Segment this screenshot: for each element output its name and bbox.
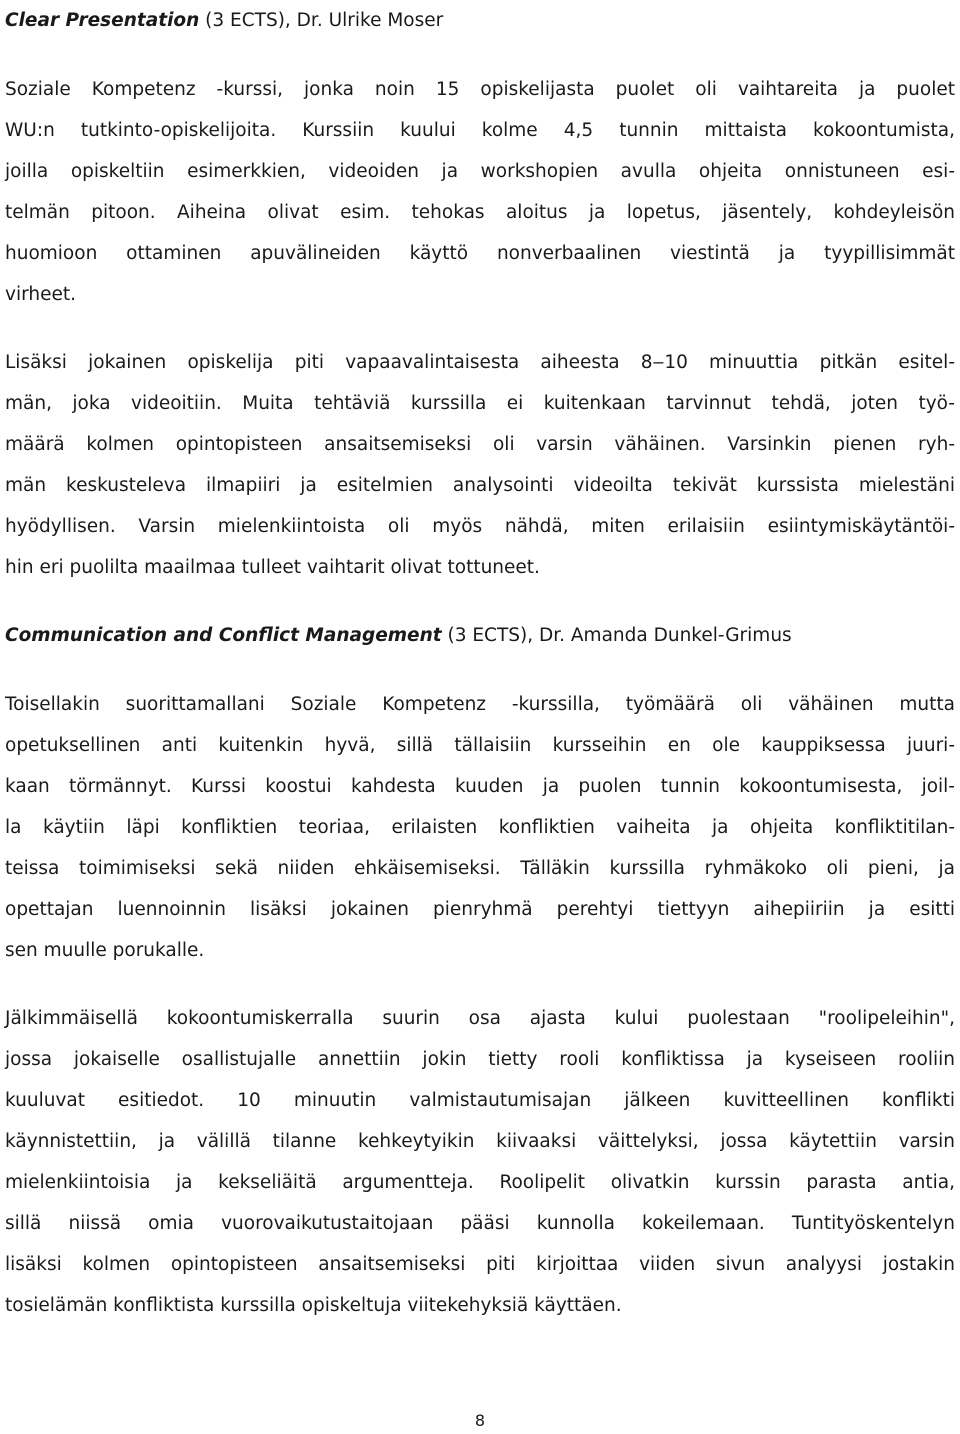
paragraph: [5, 69, 955, 315]
paragraph-line: telmän pitoon. Aiheina olivat esim. tehokas aloitus ja lopetus, jäsentely, kohdeyleisön: [5, 202, 955, 223]
paragraph: [5, 342, 955, 588]
spacer: [5, 315, 955, 342]
paragraph-line: WU:n tutkinto-opiskelijoita. Kurssiin kuului kolme 4,5 tunnin mittaista kokoontumista,: [5, 120, 955, 141]
paragraph-line: män, joka videoitiin. Muita tehtäviä kurssilla ei kuitenkaan tarvinnut tehdä, joten työ-: [5, 393, 955, 414]
course-credits-teacher: (3 ECTS), Dr. Amanda Dunkel-Grimus: [441, 625, 792, 646]
paragraph-line: män keskusteleva ilmapiiri ja esitelmien analysointi videoilta tekivät kurssista mielestäni: [5, 475, 955, 496]
paragraph-line: hin eri puolilta maailmaa tulleet vaihtarit olivat tottuneet.: [5, 557, 540, 578]
spacer: [5, 41, 955, 69]
page-number: 8: [474, 1411, 486, 1430]
paragraph-line: huomioon ottaminen apuvälineiden käyttö nonverbaalinen viestintä ja tyypillisimmät: [5, 243, 955, 264]
paragraph-line: kaan törmännyt. Kurssi koostui kahdesta kuuden ja puolen tunnin kokoontumisesta, joil-: [5, 776, 955, 797]
paragraph: [5, 998, 955, 1326]
paragraph-line: la käytiin läpi konfliktien teoriaa, erilaisten konfliktien vaiheita ja ohjeita konfliktitilan-: [5, 817, 955, 838]
paragraph-line: lisäksi kolmen opintopisteen ansaitsemiseksi piti kirjoittaa viiden sivun analyysi jostakin: [5, 1254, 955, 1275]
spacer: [5, 588, 955, 615]
course-title: Clear Presentation: [5, 10, 200, 31]
paragraph: [5, 684, 955, 971]
paragraph-line: mielenkiintoisia ja kekseliäitä argumentteja. Roolipelit olivatkin kurssin parasta antia,: [5, 1172, 955, 1193]
paragraph-line: kuuluvat esitiedot. 10 minuutin valmistautumisajan jälkeen kuvitteellinen konflikti: [5, 1090, 955, 1111]
paragraph-line: jossa jokaiselle osallistujalle annettiin jokin tietty rooli konfliktissa ja kyseiseen rooliin: [5, 1049, 955, 1070]
paragraph-line: tosielämän konfliktista kurssilla opiskeltuja viitekehyksiä käyttäen.: [5, 1295, 622, 1316]
paragraph-line: opettajan luennoinnin lisäksi jokainen pienryhmä perehtyi tiettyyn aihepiiriin ja esitti: [5, 899, 955, 920]
paragraph-line: käynnistettiin, ja välillä tilanne kehkeytyikin kiivaaksi väittelyksi, jossa käytettiin varsin: [5, 1131, 955, 1152]
course-heading: [5, 0, 955, 41]
paragraph-line: joilla opiskeltiin esimerkkien, videoiden ja workshopien avulla ohjeita onnistuneen esi-: [5, 161, 955, 182]
course-heading: [5, 615, 955, 656]
paragraph-line: Toisellakin suorittamallani Soziale Kompetenz -kurssilla, työmäärä oli vähäinen mutta: [5, 694, 955, 715]
paragraph-line: Soziale Kompetenz -kurssi, jonka noin 15 opiskelijasta puolet oli vaihtareita ja puolet: [5, 79, 955, 100]
course-credits-teacher: (3 ECTS), Dr. Ulrike Moser: [199, 10, 444, 31]
spacer: [5, 656, 955, 684]
document-page: [5, 0, 955, 1326]
spacer: [5, 971, 955, 998]
paragraph-line: Jälkimmäisellä kokoontumiskerralla suurin osa ajasta kului puolestaan "roolipeleihin",: [5, 1008, 955, 1029]
paragraph-line: määrä kolmen opintopisteen ansaitsemiseksi oli varsin vähäinen. Varsinkin pienen ryh-: [5, 434, 955, 455]
paragraph-line: virheet.: [5, 284, 76, 305]
paragraph-line: hyödyllisen. Varsin mielenkiintoista oli myös nähdä, miten erilaisiin esiintymiskäytäntöi-: [5, 516, 955, 537]
paragraph-line: opetuksellinen anti kuitenkin hyvä, sillä tällaisiin kursseihin en ole kauppiksessa juuri-: [5, 735, 955, 756]
paragraph-line: sillä niissä omia vuorovaikutustaitojaan pääsi kunnolla kokeilemaan. Tuntityöskentelyn: [5, 1213, 955, 1234]
course-title: Communication and Conflict Management: [5, 625, 442, 646]
paragraph-line: teissa toimimiseksi sekä niiden ehkäisemiseksi. Tälläkin kurssilla ryhmäkoko oli pieni, ja: [5, 858, 955, 879]
paragraph-line: sen muulle porukalle.: [5, 940, 205, 961]
paragraph-line: Lisäksi jokainen opiskelija piti vapaavalintaisesta aiheesta 8‒10 minuuttia pitkän esitel-: [5, 352, 955, 373]
